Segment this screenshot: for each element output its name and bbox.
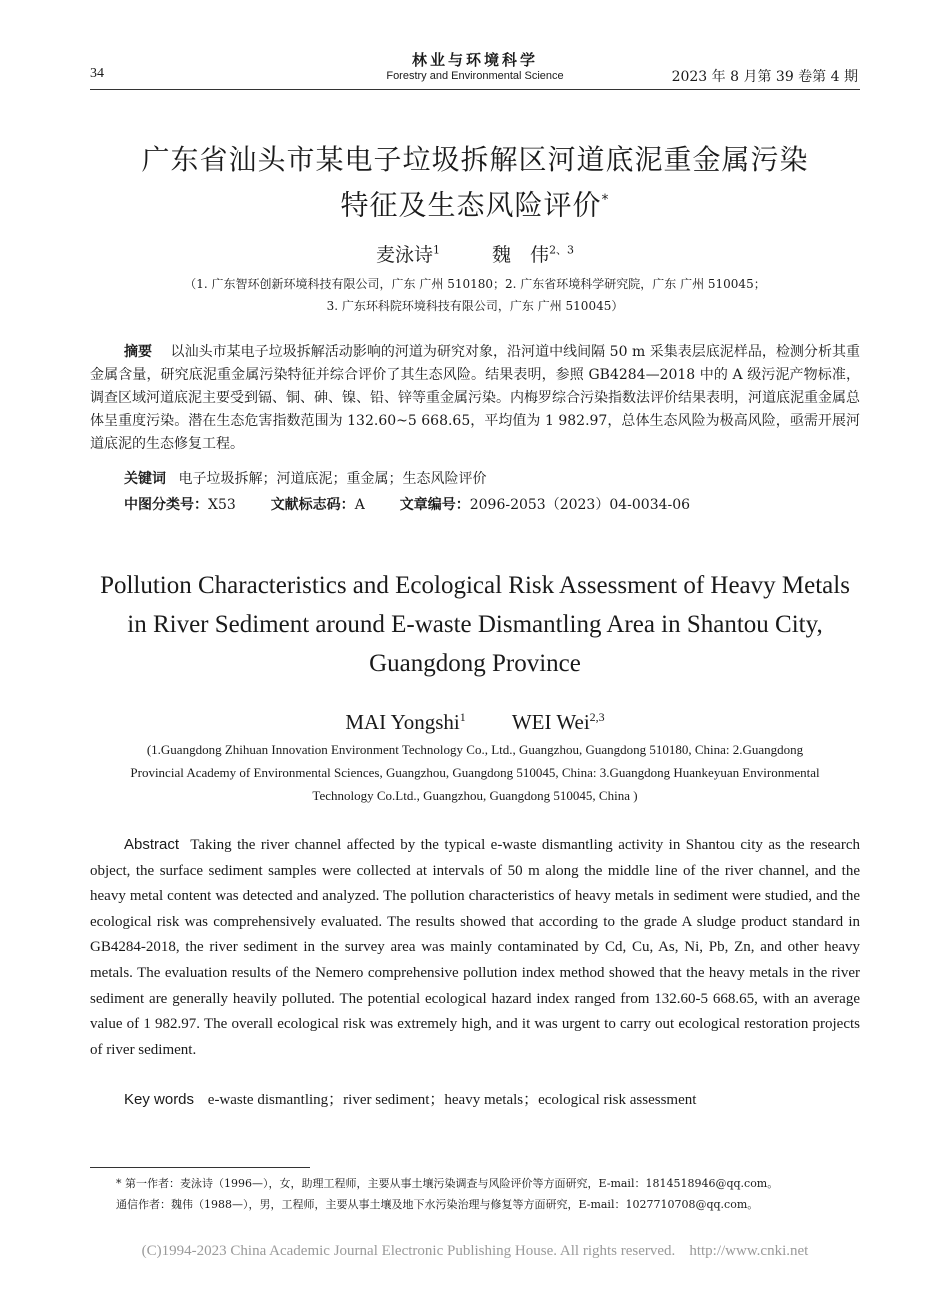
footnote-divider — [90, 1167, 310, 1168]
affiliation-en-line3: Technology Co.Ltd., Guangzhou, Guangdong 510045, China ) — [312, 788, 638, 803]
title-en-line3: Guangdong Province — [369, 650, 581, 677]
copyright-text: (C)1994-2023 China Academic Journal Electronic Publishing House. All rights reserved. — [141, 1243, 676, 1259]
paper-title-cn — [60, 140, 890, 225]
abstract-en-text: Taking the river channel affected by the typical e-waste dismantling activity in Shantou city as the research object, the surface sediment samples were collected at intervals of 50 m along the middle line of the river channel, and the heavy metal content was detected and analyzed. The pollution characteristics of heavy metals in sediment were studied, and the ecological risk was comprehensively evaluated. The results showed that according to the grade A sludge product standard in GB4284-2018, the river sediment in the survey area was mainly contaminated by Cd, Cu, As, Ni, Pb, Zn, and other heavy metals. The evaluation results of the Nemero comprehensive pollution index method showed that the heavy metals in the river sediment are generally heavily polluted. The potential ecological hazard index ranged from 132.60-5 668.65, with an average value of 1 982.97. The overall ecological risk was extremely high, and it was urgent to carry out ecological restoration projects of river sediment. — [90, 837, 860, 1058]
clc-value: X53 — [208, 497, 236, 513]
header-divider — [90, 89, 860, 90]
doc-code-value: A — [354, 497, 365, 513]
issue-info: 2023 年 8 月第 39 卷第 4 期 — [671, 69, 858, 85]
title-cn-line2 — [60, 180, 890, 225]
affiliation-en-line1: (1.Guangdong Zhihuan Innovation Environment Technology Co., Ltd., Guangzhou, Guangdong 510180, China: 2.Guangdong — [146, 742, 804, 757]
title-footnote-mark: * — [601, 192, 610, 208]
affiliation-en-line2: Provincial Academy of Environmental Sciences, Guangzhou, Guangdong 510045, China: 3.Guangdong Huankeyuan Environmental — [130, 765, 820, 780]
author2-cn: 魏 伟 — [492, 244, 550, 266]
authors-cn — [0, 240, 950, 267]
keywords-en — [124, 1088, 696, 1109]
journal-title-en: Forestry and Environmental Science — [386, 70, 564, 82]
title-cn-line1: 广东省汕头市某电子垃圾拆解区河道底泥重金属污染 — [141, 143, 809, 176]
affiliations-en — [90, 738, 860, 807]
cnki-link[interactable]: http://www.cnki.net — [689, 1243, 809, 1259]
keywords-cn — [124, 468, 486, 488]
abstract-cn-text: 以汕头市某电子垃圾拆解活动影响的河道为研究对象，沿河道中线间隔 50 m 采集表层底泥样品，检测分析其重金属含量，研究底泥重金属污染特征并综合评价了其生态风险。结果表明，参照 GB4284—2018 中的 A 级污泥产物标准，调查区域河道底泥主要受到镉、铜、砷、镍、铅、锌等重金属污染。内梅罗综合污染指数法评价结果表明，河道底泥重金属总体呈重度污染。潜在生态危害指数范围为 132.60~5 668.65，平均值为 1 982.97，总体生态风险为极高风险，亟需开展河道底泥的生态修复工程。 — [90, 344, 860, 452]
affiliations-cn — [90, 273, 860, 317]
author2-cn-affil: 2、3 — [549, 243, 575, 257]
author2-en-affil: 2,3 — [589, 710, 605, 724]
author2-en: WEI Wei — [511, 710, 590, 734]
abstract-en-label: Abstract — [124, 836, 180, 853]
article-number-label: 文章编号： — [399, 497, 470, 513]
author1-cn: 麦泳诗 — [375, 244, 433, 266]
abstract-cn-label: 摘要 — [124, 344, 153, 360]
affiliation-cn-line1: （1. 广东智环创新环境科技有限公司，广东 广州 510180；2. 广东省环境科学研究院，广东 广州 510045； — [184, 277, 766, 291]
abstract-en — [90, 832, 860, 1063]
title-en-line2: in River Sediment around E-waste Dismantling Area in Shantou City, — [127, 611, 823, 638]
keywords-cn-label: 关键词 — [124, 471, 166, 487]
keywords-en-text: e-waste dismantling；river sediment；heavy metals；ecological risk assessment — [207, 1092, 697, 1108]
keywords-en-label: Key words — [124, 1091, 195, 1108]
affiliation-cn-line2: 3. 广东环科院环境科技有限公司，广东 广州 510045） — [326, 299, 624, 313]
author1-en: MAI Yongshi — [345, 710, 460, 734]
title-cn-line2-text: 特征及生态风险评价 — [340, 188, 602, 222]
keywords-cn-text: 电子垃圾拆解；河道底泥；重金属；生态风险评价 — [178, 471, 487, 487]
journal-title-cn: 林业与环境科学 — [411, 51, 538, 69]
copyright-notice — [0, 1243, 950, 1260]
title-en-line1: Pollution Characteristics and Ecological Risk Assessment of Heavy Metals — [100, 572, 850, 599]
classification-line — [124, 494, 690, 514]
doc-code-label: 文献标志码： — [270, 497, 355, 513]
paper-title-en — [60, 566, 890, 683]
page-number: 34 — [90, 66, 104, 81]
author1-en-affil: 1 — [459, 710, 466, 724]
footnote-corresponding-author: 通信作者：魏伟（1988—），男，工程师，主要从事土壤及地下水污染治理与修复等方面研究，E-mail：1027710708@qq.com。 — [116, 1198, 759, 1211]
footnote-first-author: * 第一作者：麦泳诗（1996—），女，助理工程师，主要从事土壤污染调查与风险评价等方面研究，E-mail：1814518946@qq.com。 — [116, 1177, 779, 1190]
abstract-cn — [90, 341, 860, 456]
author1-cn-affil: 1 — [432, 243, 440, 257]
article-number-value: 2096-2053（2023）04-0034-06 — [469, 497, 691, 513]
authors-en — [0, 710, 950, 735]
clc-label: 中图分类号： — [124, 497, 208, 513]
